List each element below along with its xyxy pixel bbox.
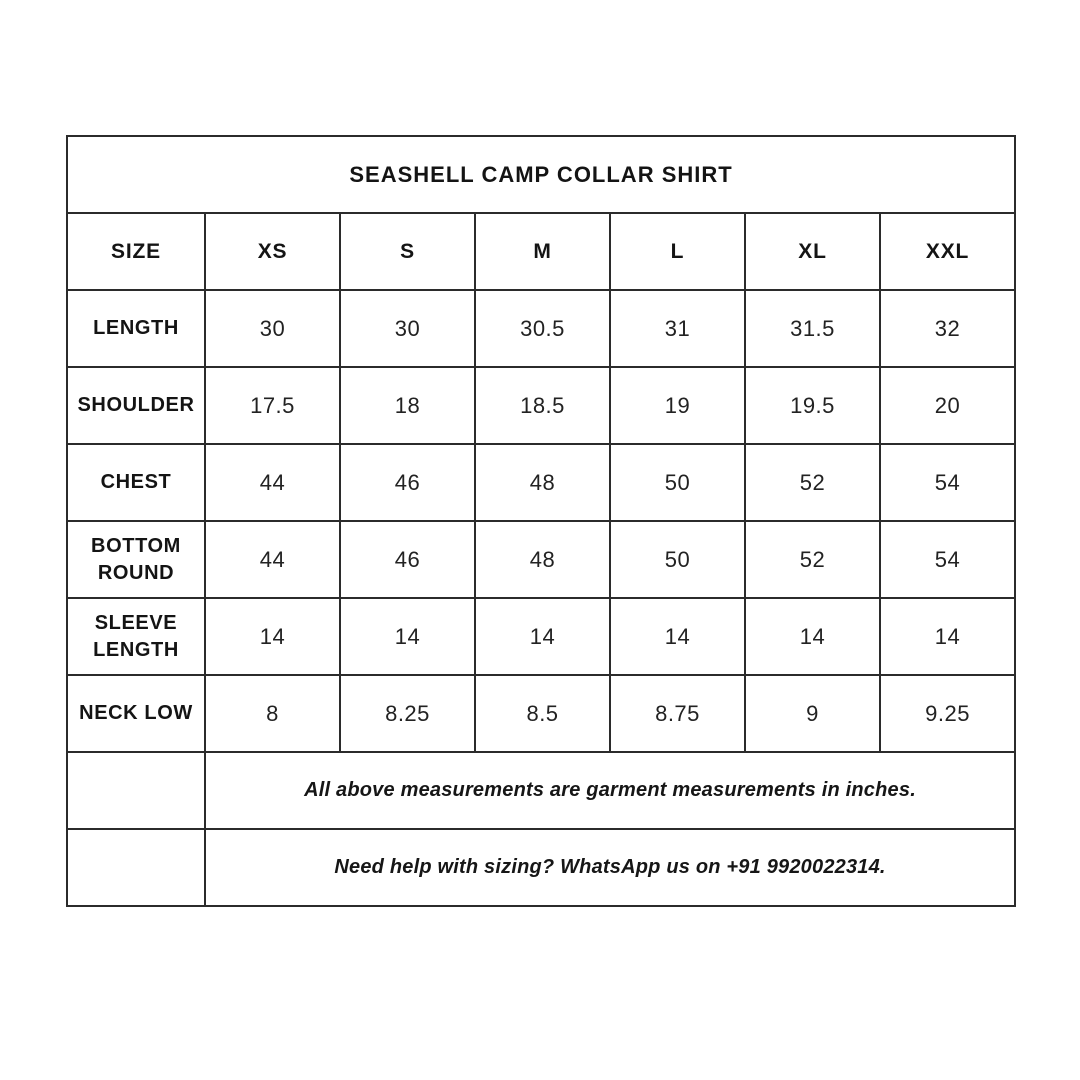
row-label: LENGTH xyxy=(67,290,205,367)
value-cell: 44 xyxy=(205,444,340,521)
sizing-help-note: Need help with sizing? WhatsApp us on +91 9920022314. xyxy=(205,829,1015,906)
table-note-row-whatsapp xyxy=(67,829,1015,906)
table-header-row xyxy=(67,213,1015,290)
value-cell: 50 xyxy=(610,521,745,598)
value-cell: 46 xyxy=(340,444,475,521)
value-cell: 30 xyxy=(205,290,340,367)
value-cell: 32 xyxy=(880,290,1015,367)
value-cell: 54 xyxy=(880,521,1015,598)
size-chart-table xyxy=(66,135,1016,907)
measurements-note: All above measurements are garment measurements in inches. xyxy=(205,752,1015,829)
header-cell-size: SIZE xyxy=(67,213,205,290)
value-cell: 14 xyxy=(475,598,610,675)
row-label: SLEEVE LENGTH xyxy=(67,598,205,675)
table-note-row-measurements xyxy=(67,752,1015,829)
empty-cell xyxy=(67,752,205,829)
row-label: BOTTOM ROUND xyxy=(67,521,205,598)
value-cell: 14 xyxy=(610,598,745,675)
header-cell-m: M xyxy=(475,213,610,290)
header-cell-l: L xyxy=(610,213,745,290)
value-cell: 8.25 xyxy=(340,675,475,752)
value-cell: 52 xyxy=(745,521,880,598)
row-label: NECK LOW xyxy=(67,675,205,752)
value-cell: 44 xyxy=(205,521,340,598)
value-cell: 54 xyxy=(880,444,1015,521)
value-cell: 18 xyxy=(340,367,475,444)
table-row-shoulder xyxy=(67,367,1015,444)
row-label: SHOULDER xyxy=(67,367,205,444)
value-cell: 20 xyxy=(880,367,1015,444)
header-cell-s: S xyxy=(340,213,475,290)
value-cell: 14 xyxy=(745,598,880,675)
value-cell: 30 xyxy=(340,290,475,367)
value-cell: 46 xyxy=(340,521,475,598)
row-label: CHEST xyxy=(67,444,205,521)
chart-title: SEASHELL CAMP COLLAR SHIRT xyxy=(67,136,1015,213)
value-cell: 30.5 xyxy=(475,290,610,367)
value-cell: 48 xyxy=(475,444,610,521)
table-title-row xyxy=(67,136,1015,213)
table-row-chest xyxy=(67,444,1015,521)
value-cell: 31 xyxy=(610,290,745,367)
value-cell: 52 xyxy=(745,444,880,521)
value-cell: 9.25 xyxy=(880,675,1015,752)
header-cell-xs: XS xyxy=(205,213,340,290)
header-cell-xxl: XXL xyxy=(880,213,1015,290)
value-cell: 14 xyxy=(340,598,475,675)
value-cell: 31.5 xyxy=(745,290,880,367)
value-cell: 9 xyxy=(745,675,880,752)
table-row-neck-low xyxy=(67,675,1015,752)
value-cell: 48 xyxy=(475,521,610,598)
value-cell: 19.5 xyxy=(745,367,880,444)
value-cell: 14 xyxy=(880,598,1015,675)
value-cell: 50 xyxy=(610,444,745,521)
table-row-sleeve-length xyxy=(67,598,1015,675)
value-cell: 8.5 xyxy=(475,675,610,752)
table-row-bottom-round xyxy=(67,521,1015,598)
empty-cell xyxy=(67,829,205,906)
header-cell-xl: XL xyxy=(745,213,880,290)
value-cell: 18.5 xyxy=(475,367,610,444)
value-cell: 17.5 xyxy=(205,367,340,444)
value-cell: 8.75 xyxy=(610,675,745,752)
value-cell: 8 xyxy=(205,675,340,752)
table-row-length xyxy=(67,290,1015,367)
value-cell: 19 xyxy=(610,367,745,444)
value-cell: 14 xyxy=(205,598,340,675)
